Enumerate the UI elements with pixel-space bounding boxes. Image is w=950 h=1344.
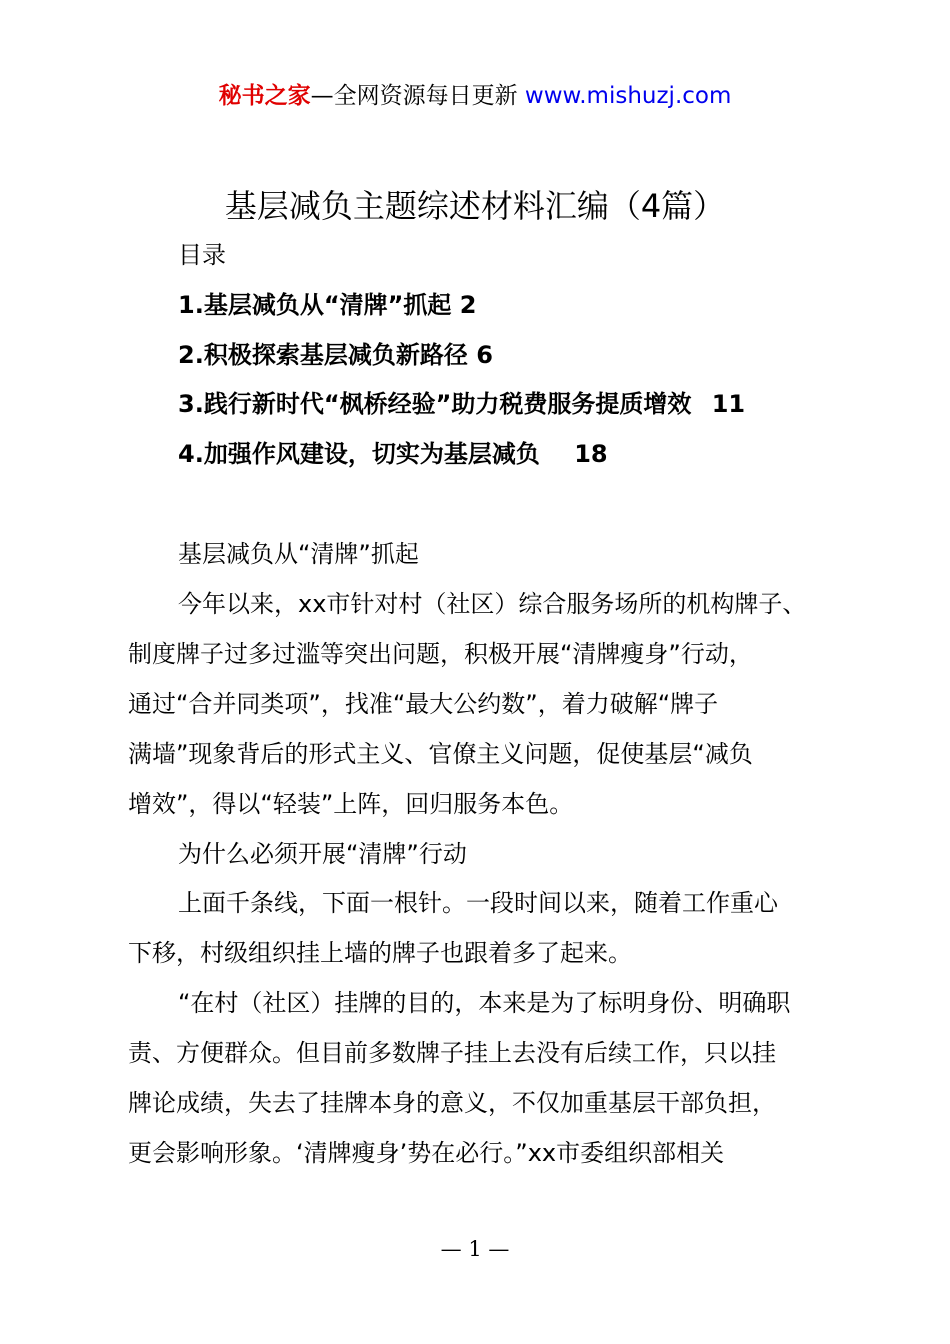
paragraph-line: 更会影响形象。‘清牌瘦身’势在必行。”xx市委组织部相关 <box>128 1139 725 1167</box>
toc-item-text: 4.加强作风建设，切实为基层减负 <box>178 440 540 468</box>
section-heading: 基层减负从“清牌”抓起 <box>178 540 419 568</box>
document-title: 基层减负主题综述材料汇编（4篇） <box>224 187 726 225</box>
section-heading: 为什么必须开展“清牌”行动 <box>178 840 467 868</box>
site-brand: 秘书之家 <box>218 83 311 109</box>
toc-item[interactable] <box>178 436 608 472</box>
paragraph-line: 下移，村级组织挂上墙的牌子也跟着多了起来。 <box>128 939 632 967</box>
page-number: — 1 — <box>440 1237 510 1261</box>
paragraph-line: 通过“合并同类项”，找准“最大公约数”，着力破解“牌子 <box>128 690 719 718</box>
toc-item-text: 1.基层减负从“清牌”抓起 <box>178 291 452 319</box>
paragraph-line: 责、方便群众。但目前多数牌子挂上去没有后续工作，只以挂 <box>128 1039 776 1067</box>
paragraph-line: 牌论成绩，失去了挂牌本身的意义，不仅加重基层干部负担， <box>128 1089 776 1117</box>
paragraph-line: 今年以来，xx市针对村（社区）综合服务场所的机构牌子、 <box>178 590 807 618</box>
toc-item-page: 2 <box>459 291 477 319</box>
toc-item-page: 6 <box>476 341 493 369</box>
toc-item-page: 11 <box>711 390 746 418</box>
site-url-link[interactable]: www.mishuzj.com <box>524 83 732 109</box>
toc-item[interactable] <box>178 337 493 373</box>
toc-item-text: 2.积极探索基层减负新路径 <box>178 341 468 369</box>
site-header <box>0 80 950 112</box>
paragraph-line: 上面千条线，下面一根针。一段时间以来，随着工作重心 <box>178 889 778 917</box>
toc-item-page: 18 <box>574 440 608 468</box>
toc-item[interactable] <box>178 287 476 323</box>
toc-item[interactable] <box>178 386 745 422</box>
paragraph-line: 制度牌子过多过滥等突出问题，积极开展“清牌瘦身”行动， <box>128 640 753 668</box>
paragraph-line: 增效”，得以“轻装”上阵，回归服务本色。 <box>128 790 574 818</box>
site-tagline: —全网资源每日更新 <box>310 83 525 109</box>
toc-item-text: 3.践行新时代“枫桥经验”助力税费服务提质增效 <box>178 390 692 418</box>
paragraph-line: “在村（社区）挂牌的目的，本来是为了标明身份、明确职 <box>178 989 791 1017</box>
paragraph-line: 满墙”现象背后的形式主义、官僚主义问题，促使基层“减负 <box>128 740 753 768</box>
toc-heading: 目录 <box>178 241 226 269</box>
